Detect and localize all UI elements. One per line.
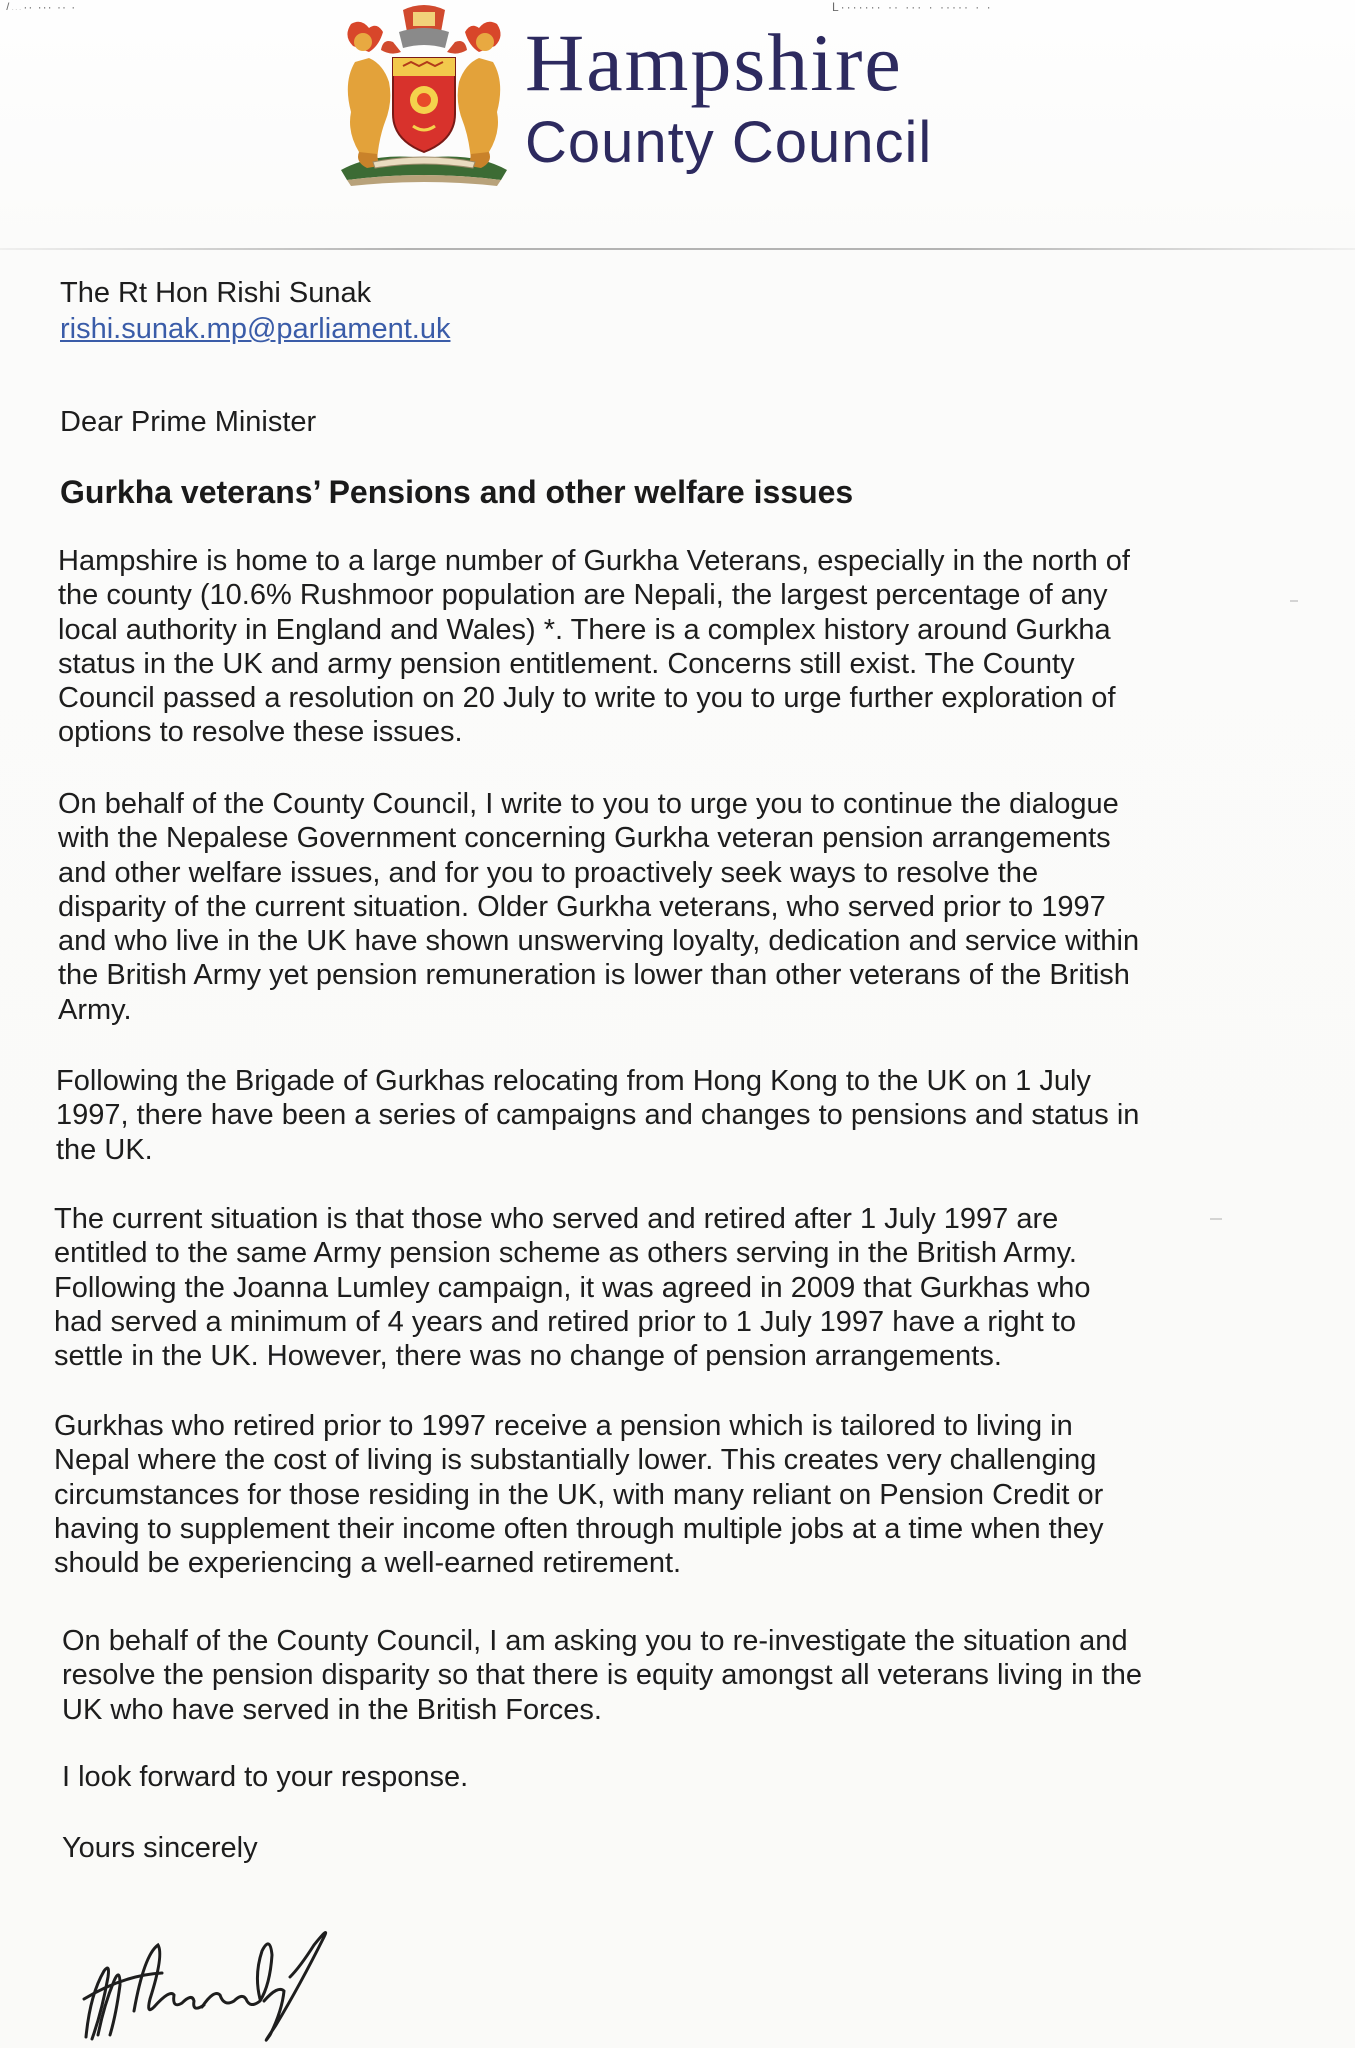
- org-name-line2: County Council: [525, 110, 933, 175]
- paragraph-line: settle in the UK. However, there was no change of pension arrangements.: [54, 1340, 1002, 1373]
- hampshire-coat-of-arms-icon: [333, 2, 515, 188]
- sign-off: Yours sincerely: [62, 1832, 258, 1864]
- paragraph-line: Army.: [58, 993, 132, 1026]
- paragraph-line: with the Nepalese Government concerning Gurkha veteran pension arrangements: [58, 822, 1111, 855]
- paragraph-line: the county (10.6% Rushmoor population are Nepali, the largest percentage of any: [58, 579, 1108, 612]
- paragraph-line: having to supplement their income often through multiple jobs at a time when they: [54, 1512, 1104, 1545]
- closing-line: I look forward to your response.: [62, 1761, 469, 1793]
- letter-subject: Gurkha veterans’ Pensions and other welfare issues: [60, 474, 854, 510]
- paragraph-line: On behalf of the County Council, I write to you to urge you to continue the dialogue: [58, 788, 1119, 820]
- top-right-fragment: L······· ·· ··· · ····· · ·: [832, 0, 993, 14]
- top-left-fragment: /…·· ··· ·· ·: [6, 0, 77, 10]
- paragraph-line: and who live in the UK have shown unswerving loyalty, dedication and service within: [58, 925, 1140, 958]
- paragraph-line: entitled to the same Army pension scheme as others serving in the British Army.: [54, 1237, 1077, 1270]
- paragraph-line: Nepal where the cost of living is substantially lower. This creates very challenging: [54, 1444, 1097, 1477]
- letterhead-divider: [0, 248, 1355, 250]
- paragraph-line: On behalf of the County Council, I am asking you to re-investigate the situation and: [62, 1625, 1128, 1657]
- body-paragraph-1: [58, 544, 1130, 750]
- paragraph-line: The current situation is that those who served and retired after 1 July 1997 are: [54, 1203, 1059, 1235]
- paragraph-line: 1997, there have been a series of campaigns and changes to pensions and status in: [56, 1099, 1140, 1132]
- paragraph-line: Council passed a resolution on 20 July to write to you to urge further exploration of: [58, 682, 1116, 715]
- paragraph-line: Hampshire is home to a large number of Gurkha Veterans, especially in the north of: [58, 545, 1130, 577]
- paragraph-line: should be experiencing a well-earned retirement.: [54, 1547, 682, 1580]
- recipient-email-link[interactable]: rishi.sunak.mp@parliament.uk: [60, 313, 451, 345]
- scan-speck: [1210, 1218, 1222, 1220]
- paragraph-line: circumstances for those residing in the UK, with many reliant on Pension Credit or: [54, 1478, 1104, 1511]
- recipient-name: The Rt Hon Rishi Sunak: [60, 277, 372, 309]
- paragraph-line: the UK.: [56, 1133, 153, 1166]
- paragraph-line: status in the UK and army pension entitlement. Concerns still exist. The County: [58, 647, 1075, 680]
- paragraph-line: had served a minimum of 4 years and retired prior to 1 July 1997 have a right to: [54, 1305, 1076, 1338]
- handwritten-signature-icon: [74, 1915, 334, 2045]
- paragraph-line: local authority in England and Wales) *. There is a complex history around Gurkha: [58, 613, 1111, 646]
- body-paragraph-2: [58, 787, 1139, 1027]
- org-name-line1: Hampshire: [525, 17, 903, 108]
- paragraph-line: UK who have served in the British Forces.: [62, 1693, 602, 1726]
- paragraph-line: Following the Joanna Lumley campaign, it was agreed in 2009 that Gurkhas who: [54, 1271, 1091, 1304]
- body-paragraph-3: [56, 1064, 1139, 1167]
- paragraph-line: options to resolve these issues.: [58, 716, 463, 749]
- scan-speck: [1290, 600, 1298, 602]
- paragraph-line: Gurkhas who retired prior to 1997 receive a pension which is tailored to living in: [54, 1410, 1073, 1442]
- body-paragraph-6: [62, 1624, 1142, 1727]
- paragraph-line: Following the Brigade of Gurkhas relocating from Hong Kong to the UK on 1 July: [56, 1065, 1091, 1097]
- body-paragraph-4: [54, 1202, 1091, 1373]
- salutation: Dear Prime Minister: [60, 406, 317, 438]
- recipient-block: [60, 275, 450, 347]
- body-paragraph-5: [54, 1409, 1103, 1580]
- paragraph-line: disparity of the current situation. Older Gurkha veterans, who served prior to 1997: [58, 890, 1106, 923]
- paragraph-line: and other welfare issues, and for you to proactively seek ways to resolve the: [58, 856, 1039, 889]
- paragraph-line: resolve the pension disparity so that there is equity amongst all veterans living in the: [62, 1659, 1143, 1692]
- paragraph-line: the British Army yet pension remuneration is lower than other veterans of the British: [58, 959, 1130, 992]
- organisation-name: [525, 17, 933, 175]
